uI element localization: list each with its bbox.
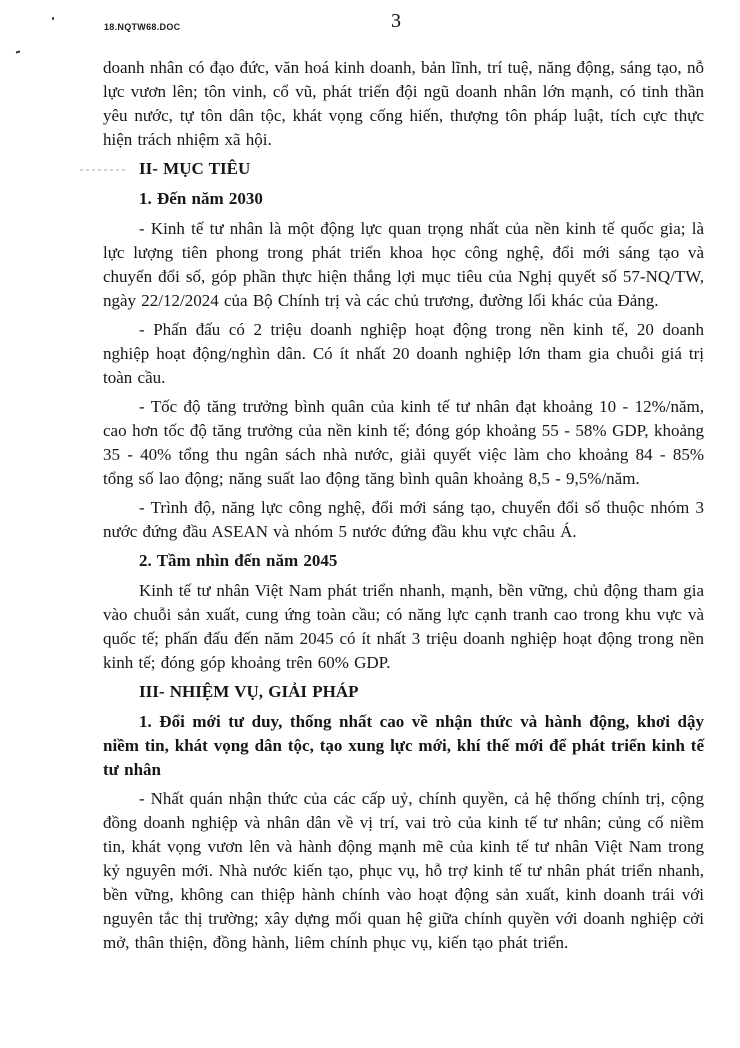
heading-section-iii-nhiem-vu: III- NHIỆM VỤ, GIẢI PHÁP <box>139 682 359 701</box>
para-tam-nhin-noi-dung: Kinh tế tư nhân Việt Nam phát triển nhanh, mạnh, bền vững, chủ động tham gia vào chuỗi sản xuất, cung ứng toàn cầu; có năng lực cạnh tranh cao trong khu vực và quốc tế; phấn đấu đến năm 2045 có ít nhất 3 triệu doanh nghiệp hoạt động trong nền kinh tế; đóng góp khoảng trên 60% GDP. <box>103 581 704 672</box>
para-kinh-te-dong-luc: - Kinh tế tư nhân là một động lực quan trọng nhất của nền kinh tế quốc gia; là lực lượng tiên phong trong phát triển khoa học công nghệ, đổi mới sáng tạo và chuyển đổi số, góp phần thực hiện thắng lợi mục tiêu của Nghị quyết số 57-NQ/TW, ngày 22/12/2024 của Bộ Chính trị và các chủ trương, đường lối khác của Đảng. <box>103 219 704 310</box>
para-phan-dau-2-trieu: - Phấn đấu có 2 triệu doanh nghiệp hoạt động trong nền kinh tế, 20 doanh nghiệp hoạt động/nghìn dân. Có ít nhất 20 doanh nghiệp lớn tham gia chuỗi giá trị toàn cầu. <box>103 320 704 387</box>
para-trinh-do-cong-nghe: - Trình độ, năng lực công nghệ, đổi mới sáng tạo, chuyển đổi số thuộc nhóm 3 nước đứng đầu ASEAN và nhóm 5 nước đứng đầu khu vực châu Á. <box>103 498 704 541</box>
para-nhat-quan-nhan-thuc: - Nhất quán nhận thức của các cấp uỷ, chính quyền, cả hệ thống chính trị, cộng đồng doanh nghiệp và nhân dân về vị trí, vai trò của kinh tế tư nhân; củng cố niềm tin, khát vọng vươn lên và hành động mạnh mẽ của kinh tế tư nhân Việt Nam trong kỷ nguyên mới. Nhà nước kiến tạo, phục vụ, hỗ trợ kinh tế tư nhân phát triển nhanh, bền vững, không can thiệp hành chính vào hoạt động sản xuất, kinh doanh trái với nguyên tắc thị trường; xây dựng mối quan hệ giữa chính quyền với doanh nghiệp cởi mở, thân thiện, đồng hành, liêm chính phục vụ, kiến tạo phát triển. <box>103 789 704 952</box>
document-body <box>103 56 704 960</box>
para-intro-continuation: doanh nhân có đạo đức, văn hoá kinh doanh, bản lĩnh, trí tuệ, năng động, sáng tạo, nỗ lực vươn lên; tôn vinh, cổ vũ, phát triển đội ngũ doanh nhân lớn mạnh, có tinh thần yêu nước, tự tôn dân tộc, khát vọng cống hiến, thượng tôn pháp luật, tích cực thực hiện trách nhiệm xã hội. <box>103 58 704 149</box>
heading-section-ii-muc-tieu: II- MỤC TIÊU <box>139 159 251 178</box>
para-toc-do-tang-truong: - Tốc độ tăng trưởng bình quân của kinh tế tư nhân đạt khoảng 10 - 12%/năm, cao hơn tốc độ tăng trưởng của nền kinh tế; đóng góp khoảng 55 - 58% GDP, khoảng 35 - 40% tổng thu ngân sách nhà nước, giải quyết việc làm cho khoảng 84 - 85% tổng số lao động; năng suất lao động tăng bình quân khoảng 8,5 - 9,5%/năm. <box>103 397 704 488</box>
scan-speck <box>16 50 20 53</box>
heading-doi-moi-tu-duy: 1. Đổi mới tư duy, thống nhất cao về nhận thức và hành động, khơi dậy niềm tin, khát vọng dân tộc, tạo xung lực mới, khí thế mới để phát triển kinh tế tư nhân <box>103 712 704 779</box>
heading-tam-nhin-2045: 2. Tầm nhìn đến năm 2045 <box>139 551 338 570</box>
heading-den-nam-2030: 1. Đến năm 2030 <box>139 189 263 208</box>
page-number: 3 <box>391 10 401 32</box>
scan-speck <box>52 17 54 20</box>
document-filename-label: 18.NQTW68.DOC <box>104 22 181 32</box>
